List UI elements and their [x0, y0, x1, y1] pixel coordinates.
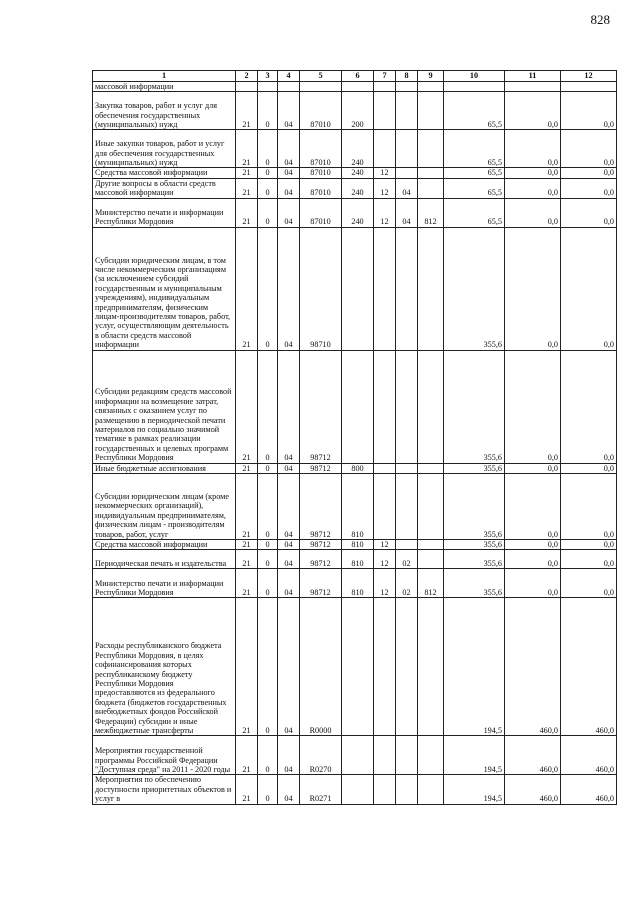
table-cell: 0: [258, 474, 278, 540]
table-cell: 0,0: [505, 569, 561, 598]
table-cell: [418, 82, 444, 92]
table-cell: 12: [374, 550, 396, 569]
row-name-cell: Министерство печати и информации Республики Мордовия: [93, 198, 236, 227]
table-cell: 810: [342, 540, 374, 550]
table-cell: 21: [236, 598, 258, 736]
table-cell: 810: [342, 569, 374, 598]
row-name-cell: Иные бюджетные ассигнования: [93, 463, 236, 473]
table-cell: R0000: [300, 598, 342, 736]
table-cell: 98712: [300, 463, 342, 473]
table-cell: 98712: [300, 474, 342, 540]
table-cell: 0: [258, 198, 278, 227]
table-cell: 355,6: [444, 227, 505, 350]
table-row: [93, 168, 617, 178]
table-row: [93, 82, 617, 92]
table-cell: 21: [236, 198, 258, 227]
table-cell: 21: [236, 775, 258, 804]
table-cell: [505, 82, 561, 92]
table-cell: 87010: [300, 198, 342, 227]
table-cell: 355,6: [444, 550, 505, 569]
row-name-cell: Иные закупки товаров, работ и услуг для обеспечения государственных (муниципальных) нужд: [93, 130, 236, 168]
table-cell: 194,5: [444, 598, 505, 736]
table-cell: 0,0: [505, 463, 561, 473]
row-name-cell: Средства массовой информации: [93, 168, 236, 178]
table-cell: 04: [278, 775, 300, 804]
table-cell: 0: [258, 775, 278, 804]
table-cell: [374, 775, 396, 804]
table-cell: 0,0: [505, 198, 561, 227]
table-cell: 0: [258, 168, 278, 178]
table-cell: 65,5: [444, 168, 505, 178]
table-cell: [396, 775, 418, 804]
table-cell: 355,6: [444, 569, 505, 598]
table-cell: 04: [396, 178, 418, 198]
table-cell: [396, 540, 418, 550]
table-cell: 04: [278, 598, 300, 736]
table-cell: 87010: [300, 92, 342, 130]
table-row: [93, 569, 617, 598]
table-row: [93, 227, 617, 350]
table-cell: 0,0: [561, 198, 617, 227]
table-cell: 240: [342, 198, 374, 227]
table-body: [93, 82, 617, 805]
table-cell: [278, 82, 300, 92]
table-cell: [418, 736, 444, 775]
table-cell: 0,0: [505, 474, 561, 540]
row-name-cell: Другие вопросы в области средств массовой информации: [93, 178, 236, 198]
table-cell: 0: [258, 540, 278, 550]
table-cell: 812: [418, 198, 444, 227]
table-cell: [418, 168, 444, 178]
table-cell: [418, 92, 444, 130]
table-cell: 0,0: [505, 227, 561, 350]
table-cell: 12: [374, 540, 396, 550]
table-cell: 04: [278, 198, 300, 227]
table-cell: 355,6: [444, 540, 505, 550]
table-cell: [396, 350, 418, 463]
header-row: [93, 71, 617, 82]
table-row: [93, 350, 617, 463]
table-cell: 0: [258, 350, 278, 463]
table-cell: 355,6: [444, 474, 505, 540]
table-cell: 98710: [300, 227, 342, 350]
table-cell: [342, 227, 374, 350]
table-cell: [396, 736, 418, 775]
table-cell: [342, 350, 374, 463]
table-cell: R0270: [300, 736, 342, 775]
table-cell: 460,0: [561, 736, 617, 775]
table-cell: 200: [342, 92, 374, 130]
table-cell: 04: [278, 350, 300, 463]
column-header: 7: [374, 71, 396, 82]
table-row: [93, 178, 617, 198]
table-cell: [300, 82, 342, 92]
table-cell: 04: [278, 540, 300, 550]
column-header: 11: [505, 71, 561, 82]
column-header: 10: [444, 71, 505, 82]
row-name-cell: Субсидии редакциям средств массовой информации на возмещение затрат, связанных с оказанием услуг по размещению в периодической печати материалов по социально значимой тематике в рамках реализации государственных и целевых программ Республики Мордовия: [93, 350, 236, 463]
column-header: 4: [278, 71, 300, 82]
table-cell: 04: [278, 736, 300, 775]
table-cell: [418, 463, 444, 473]
table-cell: 194,5: [444, 775, 505, 804]
column-header: 2: [236, 71, 258, 82]
table-cell: 21: [236, 168, 258, 178]
table-cell: 355,6: [444, 350, 505, 463]
budget-table: [92, 70, 617, 805]
table-cell: 0: [258, 227, 278, 350]
table-cell: 0,0: [561, 474, 617, 540]
table-cell: [374, 474, 396, 540]
table-cell: [342, 775, 374, 804]
table-cell: 0,0: [505, 130, 561, 168]
table-cell: 21: [236, 178, 258, 198]
table-cell: [418, 550, 444, 569]
table-cell: 0,0: [505, 350, 561, 463]
table-cell: 240: [342, 130, 374, 168]
row-name-cell: Субсидии юридическим лицам (кроме некоммерческих организаций), индивидуальным предпринимателям, физическим лицам - производителям товаров, работ, услуг: [93, 474, 236, 540]
table-cell: 65,5: [444, 92, 505, 130]
table-cell: 04: [278, 178, 300, 198]
table-cell: [396, 92, 418, 130]
table-cell: 04: [278, 227, 300, 350]
table-cell: 21: [236, 350, 258, 463]
column-header: 5: [300, 71, 342, 82]
table-cell: 0,0: [561, 350, 617, 463]
column-header: 9: [418, 71, 444, 82]
table-cell: 810: [342, 474, 374, 540]
column-header: 3: [258, 71, 278, 82]
table-cell: [374, 598, 396, 736]
table-cell: [396, 82, 418, 92]
table-cell: 460,0: [505, 775, 561, 804]
table-cell: 02: [396, 569, 418, 598]
table-cell: 0,0: [561, 227, 617, 350]
table-cell: [396, 598, 418, 736]
table-cell: [418, 350, 444, 463]
table-cell: [374, 130, 396, 168]
table-cell: [396, 168, 418, 178]
table-cell: 04: [278, 463, 300, 473]
table-cell: [418, 598, 444, 736]
table-cell: 98712: [300, 550, 342, 569]
table-cell: 02: [396, 550, 418, 569]
table-cell: 0: [258, 92, 278, 130]
row-name-cell: Мероприятия государственной программы Российской Федерации "Доступная среда" на 2011 - 2020 годы: [93, 736, 236, 775]
table-cell: 21: [236, 92, 258, 130]
table-cell: [418, 775, 444, 804]
table-cell: 240: [342, 168, 374, 178]
table-cell: 21: [236, 474, 258, 540]
table-cell: 04: [278, 569, 300, 598]
table-cell: 65,5: [444, 198, 505, 227]
table-cell: 800: [342, 463, 374, 473]
table-cell: 460,0: [561, 775, 617, 804]
row-name-cell: Министерство печати и информации Республики Мордовия: [93, 569, 236, 598]
table-cell: 240: [342, 178, 374, 198]
table-row: [93, 775, 617, 804]
table-cell: 0,0: [561, 130, 617, 168]
table-cell: 87010: [300, 130, 342, 168]
row-name-cell: Расходы республиканского бюджета Республики Мордовия, в целях софинансирования которых республиканскому бюджету Республики Мордовия предоставляются из федерального бюджета (бюджетов государственных внебюджетных фондов Российской Федерации) субсидии и иные межбюджетные трансферты: [93, 598, 236, 736]
table-row: [93, 463, 617, 473]
table-cell: [374, 92, 396, 130]
column-header: 12: [561, 71, 617, 82]
table-cell: [258, 82, 278, 92]
row-name-cell: Средства массовой информации: [93, 540, 236, 550]
table-cell: 98712: [300, 540, 342, 550]
table-cell: 0,0: [561, 550, 617, 569]
table-cell: 0,0: [561, 168, 617, 178]
table-cell: [396, 130, 418, 168]
table-cell: [374, 736, 396, 775]
column-header: 8: [396, 71, 418, 82]
table-cell: 0: [258, 463, 278, 473]
table-cell: 460,0: [505, 736, 561, 775]
table-cell: 460,0: [561, 598, 617, 736]
table-cell: 0: [258, 569, 278, 598]
table-cell: 0,0: [561, 463, 617, 473]
table-row: [93, 130, 617, 168]
table-row: [93, 736, 617, 775]
table-cell: [418, 474, 444, 540]
column-header: 6: [342, 71, 374, 82]
table-cell: 04: [396, 198, 418, 227]
table-row: [93, 540, 617, 550]
table-cell: 04: [278, 168, 300, 178]
row-name-cell: Мероприятия по обеспечению доступности приоритетных объектов и услуг в: [93, 775, 236, 804]
table-cell: R0271: [300, 775, 342, 804]
table-cell: 0,0: [505, 168, 561, 178]
table-cell: 21: [236, 227, 258, 350]
table-cell: [444, 82, 505, 92]
table-cell: 194,5: [444, 736, 505, 775]
table-cell: 812: [418, 569, 444, 598]
table-row: [93, 550, 617, 569]
table-cell: [374, 350, 396, 463]
table-cell: [418, 227, 444, 350]
table-cell: [418, 130, 444, 168]
table-cell: 21: [236, 130, 258, 168]
table-cell: 21: [236, 736, 258, 775]
column-header: 1: [93, 71, 236, 82]
table-cell: [396, 227, 418, 350]
table-cell: 87010: [300, 168, 342, 178]
table-row: [93, 92, 617, 130]
table-cell: [561, 82, 617, 92]
table-cell: 0,0: [561, 178, 617, 198]
table-cell: [396, 463, 418, 473]
table-cell: [236, 82, 258, 92]
table-cell: [418, 540, 444, 550]
row-name-cell: Субсидии юридическим лицам, в том числе некоммерческим организациям (за исключением субсидий государственным и муниципальным учреждениям), индивидуальным предпринимателям, физическим лицам-производителям товаров, работ, услуг, осуществляющим деятельность в области средств массовой информации: [93, 227, 236, 350]
table-cell: 0,0: [505, 550, 561, 569]
table-cell: 0,0: [505, 540, 561, 550]
table-cell: 12: [374, 569, 396, 598]
table-cell: [374, 82, 396, 92]
table-cell: 98712: [300, 350, 342, 463]
table-cell: 0,0: [505, 92, 561, 130]
table-cell: [396, 474, 418, 540]
table-cell: 12: [374, 198, 396, 227]
table-cell: 21: [236, 540, 258, 550]
page-number: 828: [590, 12, 610, 27]
table-cell: [342, 736, 374, 775]
table-cell: 0: [258, 130, 278, 168]
table-row: [93, 198, 617, 227]
table-cell: 12: [374, 168, 396, 178]
table-cell: 21: [236, 463, 258, 473]
row-name-cell: Периодическая печать и издательства: [93, 550, 236, 569]
table-cell: 0,0: [561, 92, 617, 130]
table-cell: 0,0: [505, 178, 561, 198]
table-cell: 04: [278, 550, 300, 569]
table-cell: 355,6: [444, 463, 505, 473]
table-cell: 810: [342, 550, 374, 569]
table-cell: 0: [258, 598, 278, 736]
table-cell: [342, 598, 374, 736]
table-cell: 04: [278, 92, 300, 130]
table-cell: 87010: [300, 178, 342, 198]
table-cell: 04: [278, 474, 300, 540]
table-row: [93, 474, 617, 540]
table-cell: 0: [258, 550, 278, 569]
table-cell: 0,0: [561, 569, 617, 598]
table-cell: [342, 82, 374, 92]
table-cell: 98712: [300, 569, 342, 598]
table-cell: 460,0: [505, 598, 561, 736]
table-cell: 65,5: [444, 178, 505, 198]
table-cell: 0: [258, 736, 278, 775]
row-name-cell: массовой информации: [93, 82, 236, 92]
table-cell: 21: [236, 569, 258, 598]
table-cell: 0: [258, 178, 278, 198]
table-cell: 65,5: [444, 130, 505, 168]
table-cell: 21: [236, 550, 258, 569]
table-cell: 04: [278, 130, 300, 168]
table-cell: 12: [374, 178, 396, 198]
table-cell: [418, 178, 444, 198]
table-cell: [374, 463, 396, 473]
table-row: [93, 598, 617, 736]
table-cell: [374, 227, 396, 350]
table-cell: 0,0: [561, 540, 617, 550]
row-name-cell: Закупка товаров, работ и услуг для обеспечения государственных (муниципальных) нужд: [93, 92, 236, 130]
